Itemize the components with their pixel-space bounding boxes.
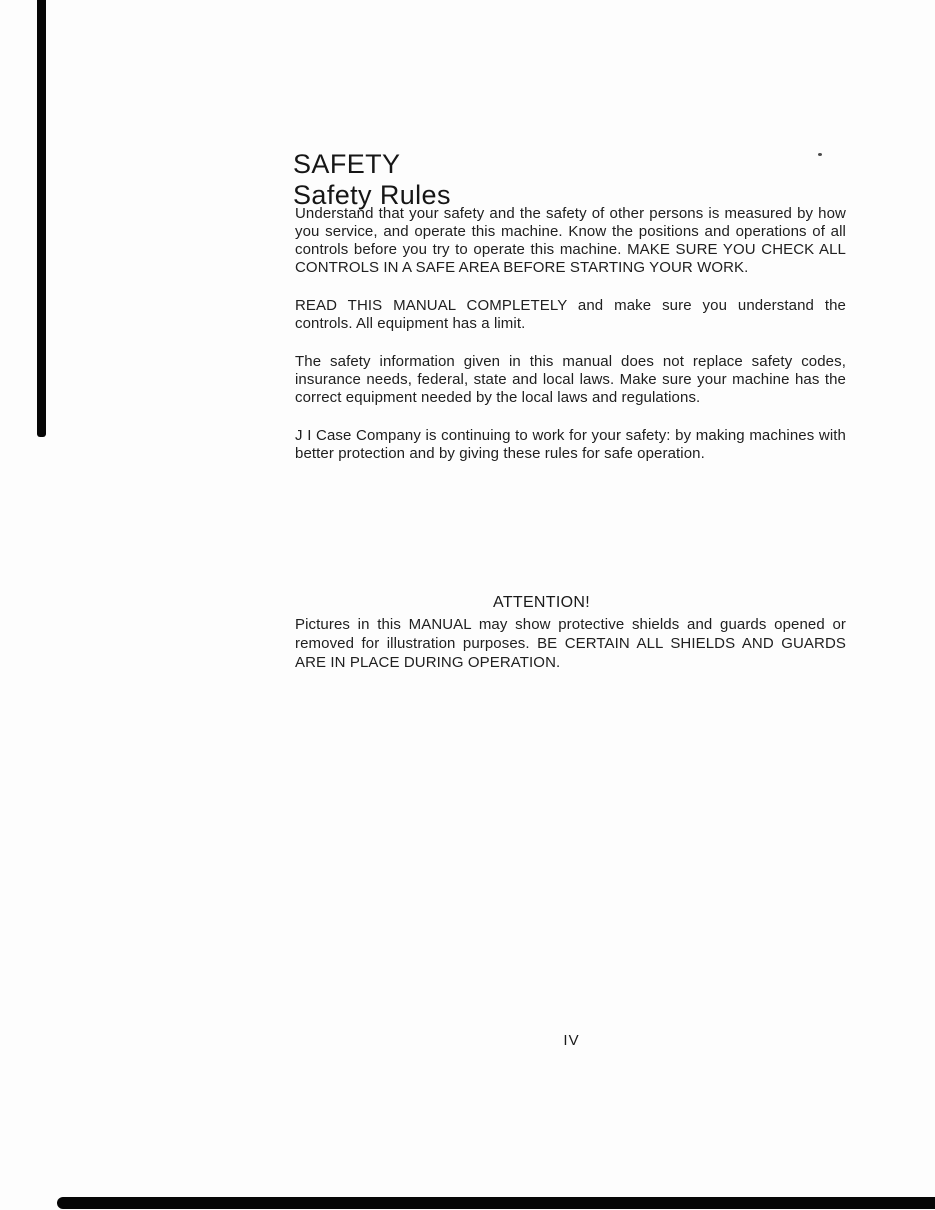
section-subtitle: Safety Rules xyxy=(293,180,451,210)
paragraph-safety-information: The safety information given in this manual does not replace safety codes, insurance needs, federal, state and local laws. Make sure your machine has the correct equipment needed by the local laws and regulations. xyxy=(295,353,846,406)
paragraph-safety-measured: Understand that your safety and the safety of other persons is measured by how you service, and operate this machine. Know the positions and operations of all controls before you try to operate this machine. MAKE SURE YOU CHECK ALL CONTROLS IN A SAFE AREA BEFORE STARTING YOUR WORK. xyxy=(295,205,846,276)
scan-artifact-left-bar xyxy=(37,0,46,437)
scan-artifact-bottom-bar xyxy=(57,1197,935,1209)
paragraph-case-company: J I Case Company is continuing to work for your safety: by making machines with better protection and by giving these rules for safe operation. xyxy=(295,427,846,462)
attention-heading: ATTENTION! xyxy=(493,594,590,611)
page-number: IV xyxy=(563,1032,580,1049)
heading-block xyxy=(293,149,853,211)
paragraph-read-manual: READ THIS MANUAL COMPLETELY and make sure you understand the controls. All equipment has a limit. xyxy=(295,297,846,332)
attention-section xyxy=(295,594,846,672)
body-paragraphs xyxy=(295,205,846,483)
section-title: SAFETY xyxy=(293,149,401,179)
attention-body: Pictures in this MANUAL may show protective shields and guards opened or removed for illustration purposes. BE CERTAIN ALL SHIELDS AND GUARDS ARE IN PLACE DURING OPERATION. xyxy=(295,616,846,671)
